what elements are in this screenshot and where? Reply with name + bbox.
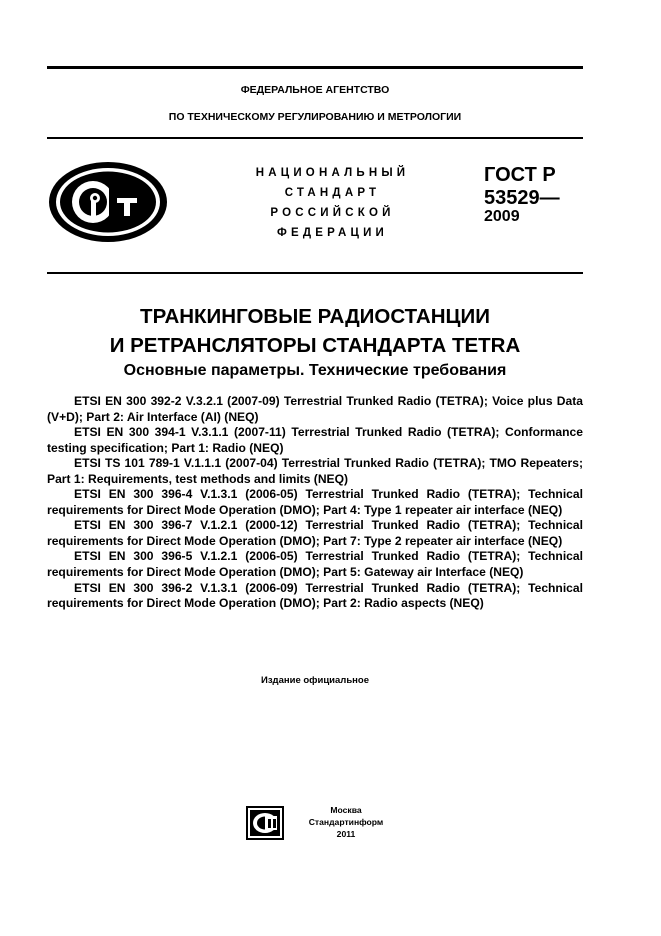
title-rule xyxy=(47,272,583,274)
header-rule xyxy=(47,137,583,139)
references-block xyxy=(47,394,583,612)
document-title-line-1: ТРАНКИНГОВЫЕ РАДИОСТАНЦИИ xyxy=(140,305,490,328)
publisher-city: Москва xyxy=(330,805,362,815)
gost-r-logo xyxy=(47,160,169,244)
reference-item: ETSI EN 300 396-2 V.1.3.1 (2006-09) Terrestrial Trunked Radio (TETRA); Technical requirements for Direct Mode Operation (DMO); Part 2: Radio aspects (NEQ) xyxy=(47,580,583,611)
gost-label: ГОСТ Р xyxy=(484,164,556,186)
reference-item: ETSI EN 300 394-1 V.3.1.1 (2007-11) Terrestrial Trunked Radio (TETRA); Conformance testing specification; Part 1: Radio (NEQ) xyxy=(47,425,583,455)
document-subtitle: Основные параметры. Технические требования xyxy=(123,362,507,379)
publisher-name: Стандартинформ xyxy=(308,817,384,827)
gost-year: 2009 xyxy=(484,208,520,225)
standartinform-logo xyxy=(246,806,284,840)
reference-item: ETSI TS 101 789-1 V.1.1.1 (2007-04) Terrestrial Trunked Radio (TETRA); TMO Repeaters; Part 1: Requirements, test methods and limits (NEQ) xyxy=(47,456,583,486)
document-title-line-2: И РЕТРАНСЛЯТОРЫ СТАНДАРТА TETRA xyxy=(109,334,521,357)
reference-item: ETSI EN 300 396-5 V.1.2.1 (2006-05) Terrestrial Trunked Radio (TETRA); Technical requirements for Direct Mode Operation (DMO); Part 5: Gateway air Interface (NEQ) xyxy=(47,549,583,580)
standard-line-2: СТАНДАРТ xyxy=(284,187,381,199)
gost-number: 53529— xyxy=(484,187,560,209)
standard-line-1: НАЦИОНАЛЬНЫЙ xyxy=(255,167,410,179)
reference-item: ETSI EN 300 396-4 V.1.3.1 (2006-05) Terrestrial Trunked Radio (TETRA); Technical requirements for Direct Mode Operation (DMO); Part 4: Type 1 repeater air interface (NEQ) xyxy=(47,487,583,517)
agency-line-2: ПО ТЕХНИЧЕСКОМУ РЕГУЛИРОВАНИЮ И МЕТРОЛОГИИ xyxy=(168,111,462,123)
edition-note: Издание официальное xyxy=(261,675,369,686)
agency-line-1: ФЕДЕРАЛЬНОЕ АГЕНТСТВО xyxy=(240,84,390,96)
standard-line-3: РОССИЙСКОЙ xyxy=(270,207,395,219)
publisher-year: 2011 xyxy=(336,829,356,839)
reference-item: ETSI EN 300 396-7 V.1.2.1 (2000-12) Terrestrial Trunked Radio (TETRA); Technical requirements for Direct Mode Operation (DMO); Part 7: Type 2 repeater air interface (NEQ) xyxy=(47,518,583,548)
standard-line-4: ФЕДЕРАЦИИ xyxy=(276,227,389,239)
top-rule xyxy=(47,66,583,69)
reference-item: ETSI EN 300 392-2 V.3.2.1 (2007-09) Terrestrial Trunked Radio (TETRA); Voice plus Data (V+D); Part 2: Air Interface (AI) (NEQ) xyxy=(47,394,583,424)
